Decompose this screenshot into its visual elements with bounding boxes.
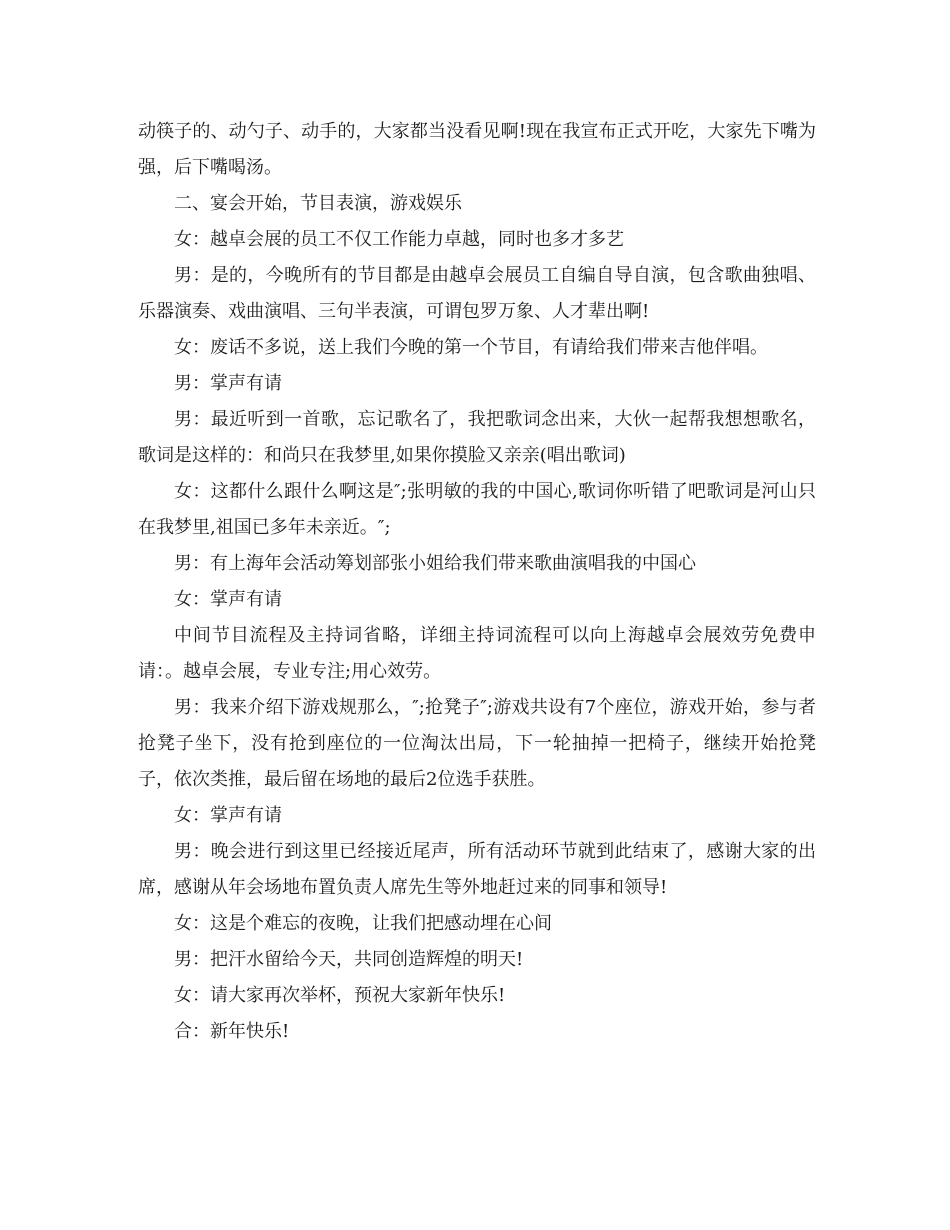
paragraph-male-host: 男：有上海年会活动筹划部张小姐给我们带来歌曲演唱我的中国心 xyxy=(174,553,696,574)
paragraph-game-rules: 男：我来介绍下游戏规那么，″;抢凳子″;游戏共设有7个座位，游戏开始，参与者抢凳子坐下，没有抢到座位的一位淘汰出局，下一轮抽掉一把椅子，继续开始抢凳子，依次类推，最后留在场地的最后2位选手获胜。 xyxy=(138,697,816,790)
paragraph-male-host: 男：最近听到一首歌，忘记歌名了，我把歌词念出来，大伙一起帮我想想歌名，歌词是这样的：和尚只在我梦里,如果你摸脸又亲亲(唱出歌词) xyxy=(138,409,816,466)
paragraph-female-host: 女：掌声有请 xyxy=(174,805,282,826)
paragraph-female-host: 女：掌声有请 xyxy=(174,589,282,610)
paragraph-female-host: 女：越卓会展的员工不仅工作能力卓越，同时也多才多艺 xyxy=(174,229,624,250)
paragraph-male-host: 男：晚会进行到这里已经接近尾声，所有活动环节就到此结束了，感谢大家的出席，感谢从年会场地布置负责人席先生等外地赶过来的同事和领导! xyxy=(138,841,816,898)
paragraph-female-host: 女：废话不多说，送上我们今晚的第一个节目，有请给我们带来吉他伴唱。 xyxy=(174,337,768,358)
paragraph-female-host: 女：这都什么跟什么啊这是″;张明敏的我的中国心,歌词你听错了吧歌词是河山只在我梦里,祖国已多年未亲近。″; xyxy=(138,481,816,538)
paragraph-male-host: 男：把汗水留给今天，共同创造辉煌的明天! xyxy=(174,949,524,970)
paragraph-together: 合：新年快乐! xyxy=(174,1021,290,1042)
paragraph-female-host: 女：请大家再次举杯，预祝大家新年快乐! xyxy=(174,985,506,1006)
paragraph-note: 中间节目流程及主持词省略，详细主持词流程可以向上海越卓会展效劳免费申请：。越卓会展，专业专注;用心效劳。 xyxy=(138,625,816,682)
paragraph-continued: 动筷子的、动勺子、动手的，大家都当没看见啊!现在我宣布正式开吃，大家先下嘴为强，后下嘴喝汤。 xyxy=(138,121,816,178)
section-heading-banquet: 二、宴会开始，节目表演，游戏娱乐 xyxy=(174,193,462,214)
document-body xyxy=(138,114,816,1050)
paragraph-male-host: 男：掌声有请 xyxy=(174,373,282,394)
paragraph-female-host: 女：这是个难忘的夜晚，让我们把感动埋在心间 xyxy=(174,913,552,934)
paragraph-male-host: 男：是的，今晚所有的节目都是由越卓会展员工自编自导自演，包含歌曲独唱、乐器演奏、戏曲演唱、三句半表演，可谓包罗万象、人才辈出啊! xyxy=(138,265,816,322)
